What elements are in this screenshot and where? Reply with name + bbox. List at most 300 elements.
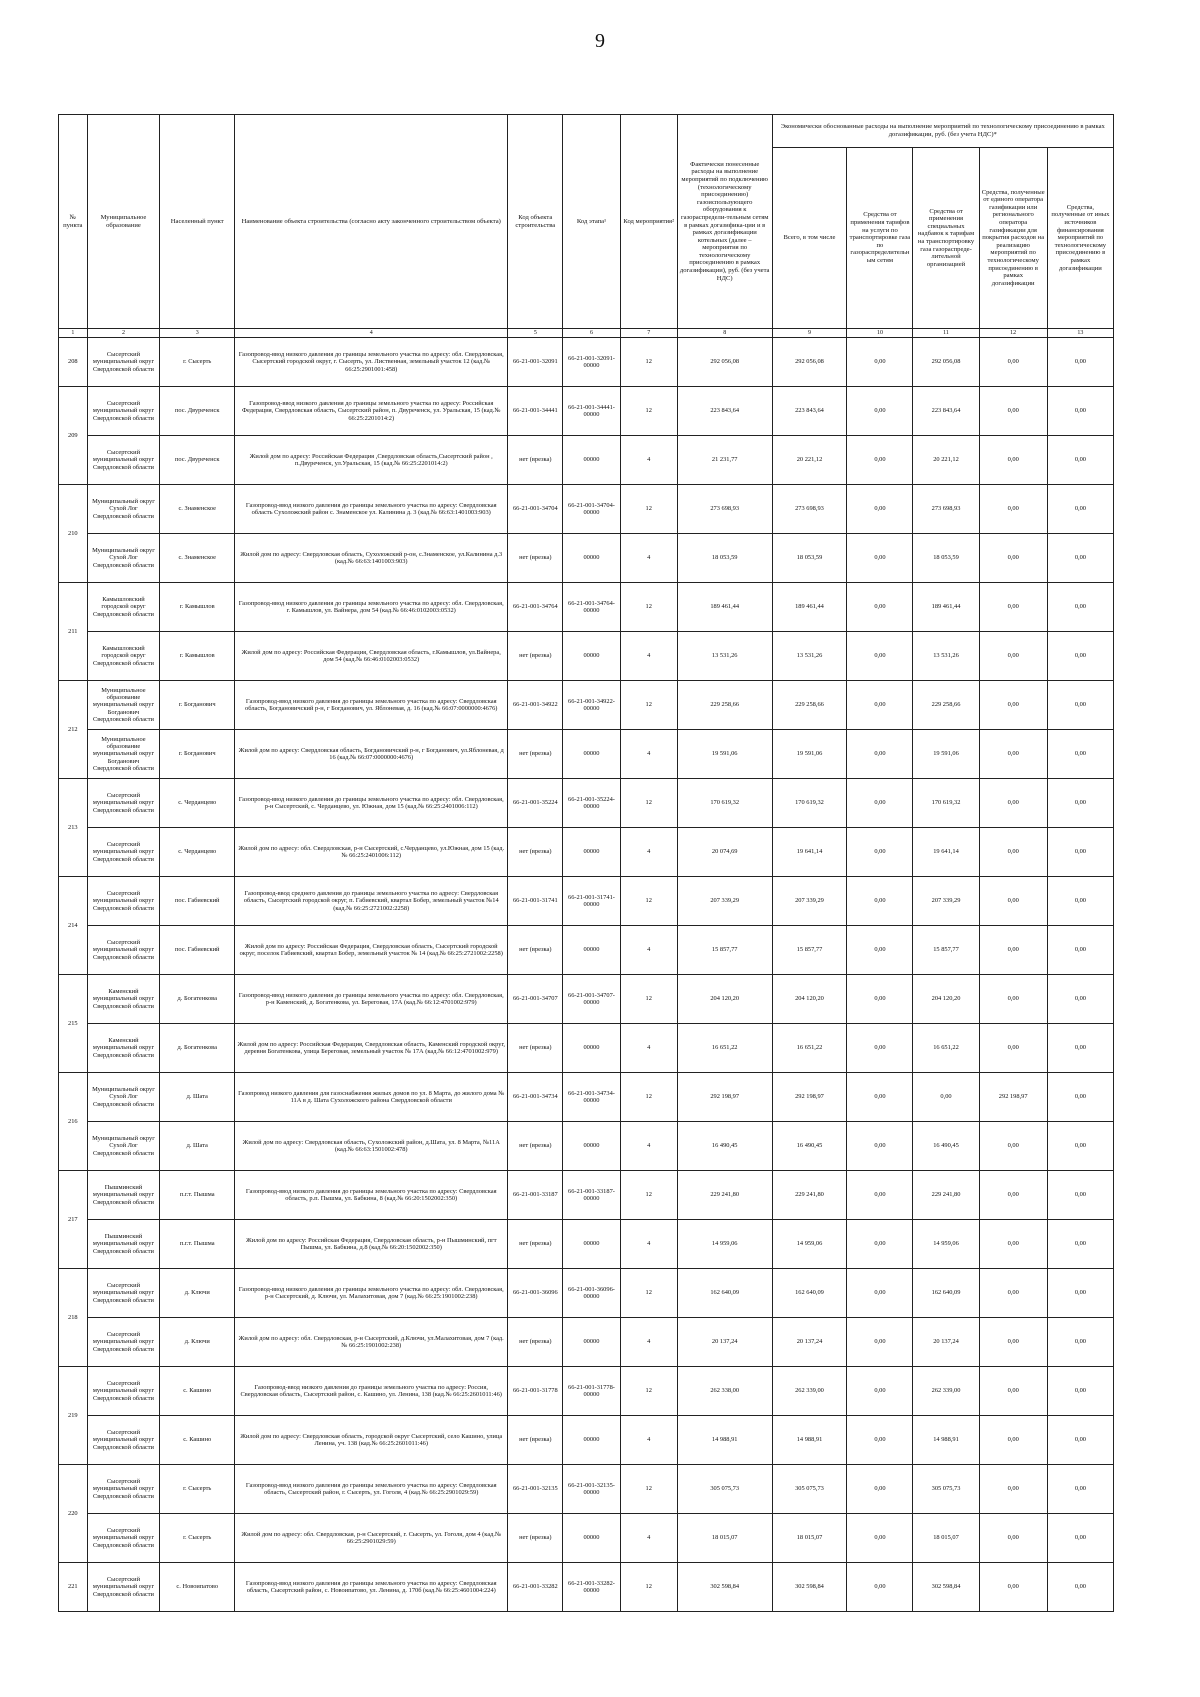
operator-funds-cell: 0,00 [979, 1171, 1047, 1220]
object-name-cell: Газопровод-ввод низкого давления до границы земельного участка по адресу: обл. Свердловская, г. Камышлов, ул. Вайнера, дом 54 (кад.№ 66:46:0102003:0532) [235, 583, 508, 632]
event-code-cell: 4 [620, 1318, 677, 1367]
stage-code-cell: 66-21-001-32135-00000 [563, 1465, 620, 1514]
other-funds-cell: 0,00 [1047, 779, 1113, 828]
object-code-cell: нет (врезка) [508, 1024, 563, 1073]
event-code-cell: 4 [620, 1416, 677, 1465]
item-number-cell: 211 [59, 583, 88, 681]
stage-code-cell: 00000 [563, 828, 620, 877]
object-code-cell: 66-21-001-35224 [508, 779, 563, 828]
settlement-cell: г. Богданович [160, 681, 235, 730]
settlement-cell: г. Сысерть [160, 1514, 235, 1563]
table-row [59, 1024, 1114, 1073]
actual-costs-cell: 262 338,00 [677, 1367, 772, 1416]
event-code-cell: 12 [620, 975, 677, 1024]
stage-code-cell: 00000 [563, 632, 620, 681]
settlement-cell: пос. Двуреченск [160, 436, 235, 485]
other-funds-cell: 0,00 [1047, 1024, 1113, 1073]
tariff-funds-cell: 0,00 [847, 534, 913, 583]
settlement-cell: с. Черданцево [160, 779, 235, 828]
municipality-cell: Муниципальный округ Сухой Лог Свердловской области [87, 485, 160, 534]
other-funds-cell: 0,00 [1047, 1514, 1113, 1563]
actual-costs-cell: 273 698,93 [677, 485, 772, 534]
table-row [59, 1514, 1114, 1563]
table-row [59, 1220, 1114, 1269]
item-number-cell: 219 [59, 1367, 88, 1465]
item-number-cell: 216 [59, 1073, 88, 1171]
municipality-cell: Сысертский муниципальный округ Свердловской области [87, 1269, 160, 1318]
tariff-funds-cell: 0,00 [847, 632, 913, 681]
object-name-cell: Жилой дом по адресу: Российская Федерация, Свердловская область, Каменский городской округ, деревня Богатенкова, улица Береговая, земельный участок № 17А (кад.№ 66:12:4701002:979) [235, 1024, 508, 1073]
municipality-cell: Сысертский муниципальный округ Свердловской области [87, 1514, 160, 1563]
table-row [59, 1171, 1114, 1220]
actual-costs-cell: 305 075,73 [677, 1465, 772, 1514]
operator-funds-cell: 0,00 [979, 1514, 1047, 1563]
actual-costs-cell: 18 015,07 [677, 1514, 772, 1563]
municipality-cell: Сысертский муниципальный округ Свердловской области [87, 828, 160, 877]
item-number-cell: 208 [59, 338, 88, 387]
other-funds-cell: 0,00 [1047, 1465, 1113, 1514]
object-name-cell: Газопровод-ввод низкого давления до границы земельного участка по адресу: обл. Свердловская, р-н Каменский, д. Богатенкова, ул. Береговая, 17А (кад.№ 66:12:4701002:979) [235, 975, 508, 1024]
surcharge-funds-cell: 16 651,22 [913, 1024, 979, 1073]
tariff-funds-cell: 0,00 [847, 436, 913, 485]
item-number-cell: 221 [59, 1563, 88, 1612]
other-funds-cell: 0,00 [1047, 338, 1113, 387]
municipality-cell: Муниципальное образование муниципальный округ Богданович Свердловской области [87, 681, 160, 730]
table-row [59, 632, 1114, 681]
settlement-cell: с. Черданцево [160, 828, 235, 877]
object-name-cell: Жилой дом по адресу: Свердловская область, Сухоложский р-он, с.Знаменское, ул.Калинина д.3 (кад.№ 66:63:1401003:903) [235, 534, 508, 583]
event-code-cell: 12 [620, 485, 677, 534]
total-cell: 18 015,07 [772, 1514, 847, 1563]
other-funds-cell: 0,00 [1047, 583, 1113, 632]
actual-costs-cell: 21 231,77 [677, 436, 772, 485]
surcharge-funds-cell: 189 461,44 [913, 583, 979, 632]
stage-code-cell: 66-21-001-31741-00000 [563, 877, 620, 926]
total-cell: 16 651,22 [772, 1024, 847, 1073]
event-code-cell: 12 [620, 583, 677, 632]
header-actual-costs: Фактически понесенные расходы на выполнение мероприятий по подключению (технологическому присоединению) газоиспользующего оборудования к газораспредели-тельным сетям в рамках догазифика-ции и в рамках догазификации котельных (далее – мероприятия по технологическому присоединению в рамках догазификации), руб. (без учета НДС) [677, 115, 772, 329]
header-surcharge-funds: Средства от применения специальных надбавок к тарифам на транспортировку газа газораспреде-лительной организацией [913, 148, 979, 329]
settlement-cell: г. Камышлов [160, 583, 235, 632]
actual-costs-cell: 162 640,09 [677, 1269, 772, 1318]
total-cell: 19 591,06 [772, 730, 847, 779]
column-number-row [59, 329, 1114, 338]
municipality-cell: Сысертский муниципальный округ Свердловской области [87, 779, 160, 828]
object-code-cell: нет (врезка) [508, 632, 563, 681]
operator-funds-cell: 0,00 [979, 632, 1047, 681]
settlement-cell: г. Сысерть [160, 1465, 235, 1514]
event-code-cell: 12 [620, 1073, 677, 1122]
table-row [59, 436, 1114, 485]
tariff-funds-cell: 0,00 [847, 1465, 913, 1514]
header-operator-funds: Средства, полученные от единого оператора газификации или регионального оператора газификации для покрытия расходов на реализацию мероприятий по технологическому присоединению в рамках догазификации [979, 148, 1047, 329]
stage-code-cell: 66-21-001-34764-00000 [563, 583, 620, 632]
tariff-funds-cell: 0,00 [847, 877, 913, 926]
object-name-cell: Газопровод-ввод низкого давления до границы земельного участка по адресу: Свердловская область, Сысертский район, с. Новоипатово, ул. Ленина, д. 170б (кад.№ 66:25:4601004:224) [235, 1563, 508, 1612]
table-row [59, 485, 1114, 534]
surcharge-funds-cell: 18 053,59 [913, 534, 979, 583]
column-number: 7 [620, 329, 677, 338]
item-number-cell: 214 [59, 877, 88, 975]
object-code-cell: 66-21-001-32091 [508, 338, 563, 387]
surcharge-funds-cell: 0,00 [913, 1073, 979, 1122]
surcharge-funds-cell: 20 221,12 [913, 436, 979, 485]
other-funds-cell: 0,00 [1047, 730, 1113, 779]
table-row [59, 975, 1114, 1024]
object-name-cell: Жилой дом по адресу: Российская Федерация, Свердловская область, г.Камышлов, ул.Вайнера, дом 54 (кад.№ 66:46:0102003:0532) [235, 632, 508, 681]
municipality-cell: Сысертский муниципальный округ Свердловской области [87, 387, 160, 436]
municipality-cell: Сысертский муниципальный округ Свердловской области [87, 436, 160, 485]
event-code-cell: 4 [620, 828, 677, 877]
settlement-cell: с. Кашино [160, 1367, 235, 1416]
table-row [59, 583, 1114, 632]
object-code-cell: нет (врезка) [508, 436, 563, 485]
other-funds-cell: 0,00 [1047, 1563, 1113, 1612]
other-funds-cell: 0,00 [1047, 534, 1113, 583]
stage-code-cell: 66-21-001-34734-00000 [563, 1073, 620, 1122]
total-cell: 170 619,32 [772, 779, 847, 828]
surcharge-funds-cell: 262 339,00 [913, 1367, 979, 1416]
tariff-funds-cell: 0,00 [847, 1367, 913, 1416]
settlement-cell: пос. Габиевский [160, 926, 235, 975]
event-code-cell: 12 [620, 877, 677, 926]
actual-costs-cell: 204 120,20 [677, 975, 772, 1024]
settlement-cell: с. Кашино [160, 1416, 235, 1465]
object-name-cell: Жилой дом по адресу: Российская Федерация, Свердловская область, Сысертский городской округ, поселок Габиевский, квартал Бобер, земельный участок № 14 (кад.№ 66:25:2721002:2258) [235, 926, 508, 975]
object-code-cell: нет (врезка) [508, 1220, 563, 1269]
total-cell: 229 258,66 [772, 681, 847, 730]
stage-code-cell: 66-21-001-31778-00000 [563, 1367, 620, 1416]
table-row [59, 1563, 1114, 1612]
object-code-cell: 66-21-001-33187 [508, 1171, 563, 1220]
operator-funds-cell: 0,00 [979, 1318, 1047, 1367]
stage-code-cell: 00000 [563, 1122, 620, 1171]
stage-code-cell: 66-21-001-34441-00000 [563, 387, 620, 436]
stage-code-cell: 00000 [563, 1514, 620, 1563]
stage-code-cell: 00000 [563, 534, 620, 583]
surcharge-funds-cell: 18 015,07 [913, 1514, 979, 1563]
other-funds-cell: 0,00 [1047, 1171, 1113, 1220]
object-name-cell: Жилой дом по адресу: Российская Федерация ,Свердловская область,Сысертский район , п.Двуреченск, ул.Уральская, 15 (кад.№ 66:25:2201014:2) [235, 436, 508, 485]
object-name-cell: Газопровод-ввод низкого давления до границы земельного участка по адресу: Свердловская область, р.п. Пышма, ул. Бабкина, 8 (кад.№ 66:20:1502002:350) [235, 1171, 508, 1220]
total-cell: 302 598,84 [772, 1563, 847, 1612]
object-code-cell: 66-21-001-36096 [508, 1269, 563, 1318]
actual-costs-cell: 18 053,59 [677, 534, 772, 583]
surcharge-funds-cell: 273 698,93 [913, 485, 979, 534]
operator-funds-cell: 0,00 [979, 975, 1047, 1024]
header-municipality: Муниципальное образование [87, 115, 160, 329]
header-stage-code: Код этапа¹ [563, 115, 620, 329]
surcharge-funds-cell: 19 591,06 [913, 730, 979, 779]
operator-funds-cell: 0,00 [979, 877, 1047, 926]
stage-code-cell: 00000 [563, 730, 620, 779]
other-funds-cell: 0,00 [1047, 1220, 1113, 1269]
municipality-cell: Каменский муниципальный округ Свердловской области [87, 1024, 160, 1073]
total-cell: 18 053,59 [772, 534, 847, 583]
settlement-cell: с. Знаменское [160, 534, 235, 583]
object-name-cell: Газопровод-ввод низкого давления до границы земельного участка по адресу: обл. Свердловская, Сысертский городской округ, г. Сысерть, ул. Лиственная, земельный участок 12 (кад.№ 66:25:2901001:458) [235, 338, 508, 387]
tariff-funds-cell: 0,00 [847, 1073, 913, 1122]
object-name-cell: Газопровод-ввод низкого давления до границы земельного участка по адресу: Свердловская область Сухоложский район с. Знаменское ул. Калинина д. 3 (кад.№ 66:63:1401003:903) [235, 485, 508, 534]
stage-code-cell: 66-21-001-33187-00000 [563, 1171, 620, 1220]
actual-costs-cell: 13 531,26 [677, 632, 772, 681]
actual-costs-cell: 15 857,77 [677, 926, 772, 975]
event-code-cell: 12 [620, 1269, 677, 1318]
municipality-cell: Сысертский муниципальный округ Свердловской области [87, 1416, 160, 1465]
stage-code-cell: 00000 [563, 1220, 620, 1269]
object-name-cell: Газопровод-ввод низкого давления до границы земельного участка по адресу: Свердловская область, Сысертский район, г. Сысерть, ул. Гоголя, 4 (кад.№ 66:25:2901029:59) [235, 1465, 508, 1514]
total-cell: 292 056,08 [772, 338, 847, 387]
event-code-cell: 12 [620, 1171, 677, 1220]
municipality-cell: Муниципальный округ Сухой Лог Свердловской области [87, 1073, 160, 1122]
column-number: 13 [1047, 329, 1113, 338]
table-row [59, 1367, 1114, 1416]
operator-funds-cell: 0,00 [979, 436, 1047, 485]
table-row [59, 1318, 1114, 1367]
surcharge-funds-cell: 207 339,29 [913, 877, 979, 926]
tariff-funds-cell: 0,00 [847, 1024, 913, 1073]
municipality-cell: Сысертский муниципальный округ Свердловской области [87, 1318, 160, 1367]
actual-costs-cell: 229 241,80 [677, 1171, 772, 1220]
actual-costs-cell: 16 490,45 [677, 1122, 772, 1171]
total-cell: 207 339,29 [772, 877, 847, 926]
operator-funds-cell: 0,00 [979, 779, 1047, 828]
total-cell: 229 241,80 [772, 1171, 847, 1220]
surcharge-funds-cell: 14 988,91 [913, 1416, 979, 1465]
total-cell: 20 137,24 [772, 1318, 847, 1367]
table-row [59, 1073, 1114, 1122]
surcharge-funds-cell: 20 137,24 [913, 1318, 979, 1367]
item-number-cell: 209 [59, 387, 88, 485]
tariff-funds-cell: 0,00 [847, 1514, 913, 1563]
other-funds-cell: 0,00 [1047, 1269, 1113, 1318]
actual-costs-cell: 189 461,44 [677, 583, 772, 632]
tariff-funds-cell: 0,00 [847, 975, 913, 1024]
operator-funds-cell: 0,00 [979, 338, 1047, 387]
column-number: 8 [677, 329, 772, 338]
operator-funds-cell: 0,00 [979, 681, 1047, 730]
actual-costs-cell: 20 137,24 [677, 1318, 772, 1367]
object-code-cell: нет (врезка) [508, 828, 563, 877]
surcharge-funds-cell: 223 843,64 [913, 387, 979, 436]
object-code-cell: 66-21-001-34707 [508, 975, 563, 1024]
tariff-funds-cell: 0,00 [847, 338, 913, 387]
table-row [59, 926, 1114, 975]
operator-funds-cell: 0,00 [979, 828, 1047, 877]
table-row [59, 534, 1114, 583]
table-row [59, 877, 1114, 926]
actual-costs-cell: 223 843,64 [677, 387, 772, 436]
event-code-cell: 4 [620, 730, 677, 779]
stage-code-cell: 00000 [563, 1024, 620, 1073]
operator-funds-cell: 0,00 [979, 926, 1047, 975]
object-code-cell: нет (врезка) [508, 534, 563, 583]
settlement-cell: д. Богатенкова [160, 975, 235, 1024]
tariff-funds-cell: 0,00 [847, 583, 913, 632]
table-row [59, 730, 1114, 779]
total-cell: 15 857,77 [772, 926, 847, 975]
header-settlement: Населенный пункт [160, 115, 235, 329]
surcharge-funds-cell: 229 241,80 [913, 1171, 979, 1220]
operator-funds-cell: 292 198,97 [979, 1073, 1047, 1122]
tariff-funds-cell: 0,00 [847, 1563, 913, 1612]
actual-costs-cell: 16 651,22 [677, 1024, 772, 1073]
settlement-cell: г. Сысерть [160, 338, 235, 387]
surcharge-funds-cell: 302 598,84 [913, 1563, 979, 1612]
surcharge-funds-cell: 19 641,14 [913, 828, 979, 877]
operator-funds-cell: 0,00 [979, 1563, 1047, 1612]
tariff-funds-cell: 0,00 [847, 1220, 913, 1269]
column-number: 5 [508, 329, 563, 338]
surcharge-funds-cell: 13 531,26 [913, 632, 979, 681]
actual-costs-cell: 19 591,06 [677, 730, 772, 779]
object-code-cell: нет (врезка) [508, 1122, 563, 1171]
object-name-cell: Газопровод-ввод низкого давления до границы земельного участка по адресу: обл. Свердловская, р-н Сысертский, д. Ключи, ул. Малахитовая, дом 7 (кад.№ 66:25:1901002:238) [235, 1269, 508, 1318]
settlement-cell: с. Новоипатово [160, 1563, 235, 1612]
operator-funds-cell: 0,00 [979, 534, 1047, 583]
municipality-cell: Камышловский городской округ Свердловской области [87, 583, 160, 632]
object-code-cell: 66-21-001-34441 [508, 387, 563, 436]
column-number: 12 [979, 329, 1047, 338]
settlement-cell: д. Ключи [160, 1269, 235, 1318]
object-code-cell: 66-21-001-33282 [508, 1563, 563, 1612]
stage-code-cell: 00000 [563, 926, 620, 975]
tariff-funds-cell: 0,00 [847, 1416, 913, 1465]
municipality-cell: Каменский муниципальный округ Свердловской области [87, 975, 160, 1024]
stage-code-cell: 66-21-001-35224-00000 [563, 779, 620, 828]
table-row [59, 681, 1114, 730]
column-number: 6 [563, 329, 620, 338]
header-economic-costs-group: Экономически обоснованные расходы на выполнение мероприятий по технологическому присоединению в рамках догазификации, руб. (без учета НДС)* [772, 115, 1113, 148]
total-cell: 305 075,73 [772, 1465, 847, 1514]
municipality-cell: Муниципальный округ Сухой Лог Свердловской области [87, 534, 160, 583]
object-name-cell: Жилой дом по адресу: Свердловская область, Сухоложский район, д.Шата, ул. 8 Марта, №11А (кад.№ 66:63:1501002:478) [235, 1122, 508, 1171]
stage-code-cell: 66-21-001-34704-00000 [563, 485, 620, 534]
other-funds-cell: 0,00 [1047, 1367, 1113, 1416]
table-row [59, 1416, 1114, 1465]
total-cell: 204 120,20 [772, 975, 847, 1024]
item-number-cell: 218 [59, 1269, 88, 1367]
settlement-cell: п.г.т. Пышма [160, 1171, 235, 1220]
surcharge-funds-cell: 16 490,45 [913, 1122, 979, 1171]
tariff-funds-cell: 0,00 [847, 828, 913, 877]
object-name-cell: Жилой дом по адресу: Свердловская область, Богдановичский р-н, г Богданович, ул.Яблоневая, д 16 (кад.№ 66:07:0000000:4676) [235, 730, 508, 779]
object-code-cell: нет (врезка) [508, 1318, 563, 1367]
event-code-cell: 4 [620, 1122, 677, 1171]
column-number: 10 [847, 329, 913, 338]
column-number: 1 [59, 329, 88, 338]
actual-costs-cell: 292 056,08 [677, 338, 772, 387]
total-cell: 162 640,09 [772, 1269, 847, 1318]
object-name-cell: Газопровод низкого давления для газоснабжения жилых домов по ул. 8 Марта, до жилого дома № 11А в д. Шата Сухоложского района Свердловской области [235, 1073, 508, 1122]
event-code-cell: 12 [620, 1563, 677, 1612]
event-code-cell: 4 [620, 436, 677, 485]
operator-funds-cell: 0,00 [979, 1024, 1047, 1073]
settlement-cell: пос. Габиевский [160, 877, 235, 926]
total-cell: 189 461,44 [772, 583, 847, 632]
stage-code-cell: 66-21-001-34707-00000 [563, 975, 620, 1024]
header-total: Всего, в том числе [772, 148, 847, 329]
actual-costs-cell: 14 988,91 [677, 1416, 772, 1465]
total-cell: 273 698,93 [772, 485, 847, 534]
tariff-funds-cell: 0,00 [847, 779, 913, 828]
table-row [59, 1122, 1114, 1171]
object-name-cell: Жилой дом по адресу: Российская Федерация, Свердловская область, р-н Пышминский, пгт Пышма, ул. Бабкина, д.8 (кад.№ 66:20:1502002:350) [235, 1220, 508, 1269]
table-row [59, 387, 1114, 436]
municipality-cell: Сысертский муниципальный округ Свердловской области [87, 338, 160, 387]
object-code-cell: нет (врезка) [508, 926, 563, 975]
other-funds-cell: 0,00 [1047, 926, 1113, 975]
municipality-cell: Пышминский муниципальный округ Свердловской области [87, 1220, 160, 1269]
municipality-cell: Сысертский муниципальный округ Свердловской области [87, 1367, 160, 1416]
operator-funds-cell: 0,00 [979, 1367, 1047, 1416]
actual-costs-cell: 207 339,29 [677, 877, 772, 926]
settlement-cell: пос. Двуреченск [160, 387, 235, 436]
other-funds-cell: 0,00 [1047, 877, 1113, 926]
other-funds-cell: 0,00 [1047, 632, 1113, 681]
item-number-cell: 213 [59, 779, 88, 877]
settlement-cell: с. Знаменское [160, 485, 235, 534]
event-code-cell: 4 [620, 632, 677, 681]
total-cell: 292 198,97 [772, 1073, 847, 1122]
actual-costs-cell: 20 074,69 [677, 828, 772, 877]
municipality-cell: Пышминский муниципальный округ Свердловской области [87, 1171, 160, 1220]
surcharge-funds-cell: 292 056,08 [913, 338, 979, 387]
tariff-funds-cell: 0,00 [847, 1318, 913, 1367]
event-code-cell: 12 [620, 387, 677, 436]
actual-costs-cell: 170 619,32 [677, 779, 772, 828]
tariff-funds-cell: 0,00 [847, 1171, 913, 1220]
table-row [59, 828, 1114, 877]
page-number: 9 [595, 30, 605, 52]
settlement-cell: п.г.т. Пышма [160, 1220, 235, 1269]
object-name-cell: Жилой дом по адресу: Свердловская область, городской округ Сысертский, село Кашино, улица Ленина, уч. 138 (кад.№ 66:25:2601011:46) [235, 1416, 508, 1465]
tariff-funds-cell: 0,00 [847, 926, 913, 975]
other-funds-cell: 0,00 [1047, 436, 1113, 485]
other-funds-cell: 0,00 [1047, 975, 1113, 1024]
object-name-cell: Газопровод-ввод низкого давления до границы земельного участка по адресу: Россия, Свердловская область, Сысертский район, с. Кашино, ул. Ленина, 138 (кад.№ 66:25:2601011:46) [235, 1367, 508, 1416]
actual-costs-cell: 229 258,66 [677, 681, 772, 730]
header-other-funds: Средства, полученные от иных источников финансирования мероприятий по технологическому присоединению в рамках догазификации [1047, 148, 1113, 329]
operator-funds-cell: 0,00 [979, 730, 1047, 779]
municipality-cell: Муниципальный округ Сухой Лог Свердловской области [87, 1122, 160, 1171]
stage-code-cell: 00000 [563, 1318, 620, 1367]
operator-funds-cell: 0,00 [979, 485, 1047, 534]
operator-funds-cell: 0,00 [979, 1122, 1047, 1171]
event-code-cell: 12 [620, 1367, 677, 1416]
object-name-cell: Жилой дом по адресу: обл. Свердловская, р-н Сысертский, с.Черданцево, ул.Южная, дом 15 (кад.№ 66:25:2401006:112) [235, 828, 508, 877]
other-funds-cell: 0,00 [1047, 828, 1113, 877]
total-cell: 16 490,45 [772, 1122, 847, 1171]
object-code-cell: нет (врезка) [508, 1416, 563, 1465]
settlement-cell: г. Богданович [160, 730, 235, 779]
total-cell: 19 641,14 [772, 828, 847, 877]
municipality-cell: Муниципальное образование муниципальный округ Богданович Свердловской области [87, 730, 160, 779]
stage-code-cell: 66-21-001-34922-00000 [563, 681, 620, 730]
item-number-cell: 217 [59, 1171, 88, 1269]
surcharge-funds-cell: 170 619,32 [913, 779, 979, 828]
object-code-cell: 66-21-001-31778 [508, 1367, 563, 1416]
actual-costs-cell: 14 959,06 [677, 1220, 772, 1269]
object-code-cell: 66-21-001-32135 [508, 1465, 563, 1514]
header-item-number: № пункта [59, 115, 88, 329]
stage-code-cell: 00000 [563, 436, 620, 485]
other-funds-cell: 0,00 [1047, 1122, 1113, 1171]
surcharge-funds-cell: 15 857,77 [913, 926, 979, 975]
object-code-cell: 66-21-001-31741 [508, 877, 563, 926]
municipality-cell: Сысертский муниципальный округ Свердловской области [87, 1465, 160, 1514]
tariff-funds-cell: 0,00 [847, 730, 913, 779]
